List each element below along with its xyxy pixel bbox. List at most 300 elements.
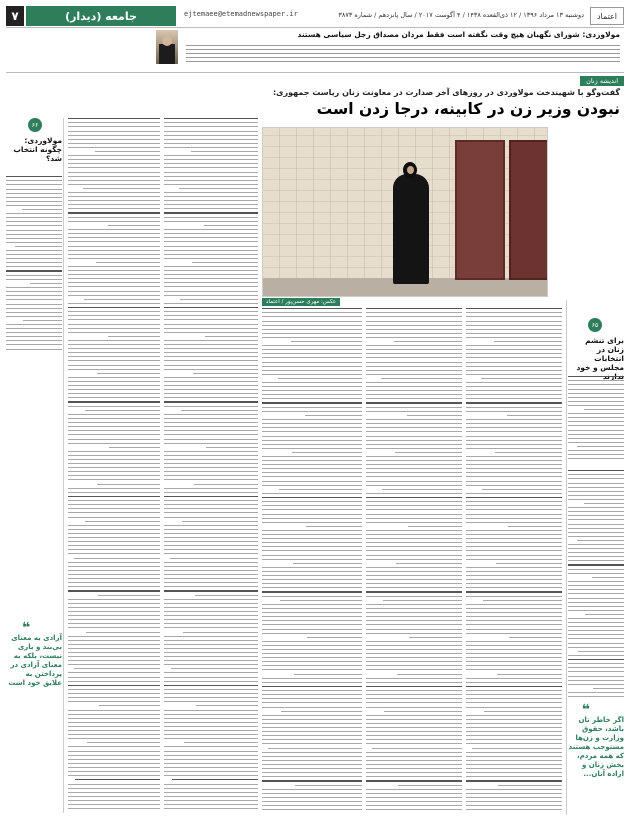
text-line (262, 624, 362, 625)
text-line (262, 522, 362, 523)
text-line (164, 808, 258, 809)
text-line (466, 329, 562, 330)
text-line (179, 188, 258, 189)
text-line (68, 311, 160, 312)
text-line (68, 537, 160, 538)
section-label: جامعه (دیدار) (26, 6, 176, 26)
text-line (466, 518, 562, 519)
text-line (466, 362, 562, 363)
text-line (466, 690, 562, 691)
text-line (366, 325, 462, 326)
text-line (68, 455, 160, 456)
text-line (6, 176, 62, 177)
text-line (466, 555, 562, 556)
text-line (494, 341, 562, 342)
text-line (381, 378, 462, 379)
text-line (568, 474, 624, 475)
text-line (68, 192, 160, 193)
door (509, 140, 548, 280)
text-line (398, 785, 462, 786)
text-line (99, 705, 160, 706)
text-line (568, 405, 624, 406)
text-line (68, 451, 160, 452)
text-line (262, 661, 362, 662)
text-line (366, 797, 462, 798)
text-line (6, 279, 62, 280)
text-line (366, 641, 462, 642)
text-line (164, 479, 258, 480)
text-line (466, 497, 562, 498)
text-line (6, 225, 62, 226)
text-line (291, 341, 362, 342)
text-line (164, 500, 258, 501)
text-line (164, 159, 258, 160)
text-line (466, 604, 562, 605)
text-line (366, 752, 462, 753)
text-line (164, 172, 258, 173)
text-line (68, 767, 160, 768)
text-line (68, 303, 160, 304)
text-line (68, 381, 160, 382)
text-line (568, 536, 624, 537)
text-line (366, 698, 462, 699)
text-line (68, 430, 160, 431)
text-line (68, 775, 160, 776)
text-line (366, 481, 462, 482)
text-line (68, 155, 160, 156)
text-line (466, 345, 562, 346)
text-line (68, 603, 160, 604)
text-line (366, 555, 462, 556)
text-line (87, 742, 160, 743)
text-line (568, 622, 624, 623)
text-line (164, 681, 258, 682)
text-line (164, 755, 258, 756)
text-line (568, 397, 624, 398)
text-line (164, 352, 258, 353)
text-line (466, 390, 562, 391)
text-line (68, 685, 160, 686)
text-line (68, 389, 160, 390)
text-line (262, 768, 362, 769)
text-line (164, 533, 258, 534)
text-line (68, 562, 160, 563)
text-line (568, 598, 624, 599)
text-line (466, 460, 562, 461)
text-line (6, 254, 62, 255)
text-line (6, 328, 62, 329)
text-line (568, 680, 624, 681)
text-line (262, 789, 362, 790)
text-line (262, 427, 362, 428)
text-line (568, 589, 624, 590)
text-line (68, 246, 160, 247)
text-line (366, 608, 462, 609)
text-line (568, 380, 624, 381)
text-line (68, 319, 160, 320)
text-line (568, 491, 624, 492)
text-line (466, 764, 562, 765)
text-line (164, 488, 258, 489)
text-line (262, 382, 362, 383)
text-line (466, 591, 562, 592)
text-line (262, 604, 362, 605)
text-line (366, 571, 462, 572)
text-line (466, 665, 562, 666)
text-line (68, 471, 160, 472)
text-line (68, 365, 160, 366)
text-line (195, 595, 258, 596)
text-line (466, 731, 562, 732)
text-line (407, 415, 462, 416)
text-line (164, 241, 258, 242)
text-line (262, 333, 362, 334)
text-line (466, 448, 562, 449)
text-line (262, 633, 362, 634)
text-line (23, 320, 62, 321)
text-line (262, 735, 362, 736)
text-line (68, 328, 160, 329)
text-line (366, 789, 462, 790)
text-line (164, 504, 258, 505)
text-line (6, 230, 62, 231)
text-line (164, 751, 258, 752)
text-line (262, 402, 362, 403)
text-line (366, 436, 462, 437)
text-line (568, 626, 624, 627)
text-line (262, 715, 362, 716)
text-line (466, 702, 562, 703)
text-line (191, 151, 258, 152)
text-line (6, 336, 62, 337)
text-line (366, 591, 462, 592)
text-line (68, 434, 160, 435)
text-line (466, 366, 562, 367)
text-line (262, 567, 362, 568)
text-line (466, 398, 562, 399)
article-headline: نبودن وزیر زن در کابینه، درجا زدن است (316, 100, 620, 118)
text-line (366, 382, 462, 383)
text-line (164, 722, 258, 723)
text-line (466, 809, 562, 810)
column-rule (63, 118, 64, 813)
quote-mark-icon: ❝ (22, 620, 31, 636)
text-line (164, 792, 258, 793)
text-line (68, 677, 160, 678)
text-line (366, 546, 462, 547)
text-line (466, 394, 562, 395)
portrait-figure (393, 158, 429, 284)
text-line (466, 522, 562, 523)
text-line (164, 590, 258, 591)
text-line (568, 671, 624, 672)
text-line (164, 315, 258, 316)
text-line (466, 333, 562, 334)
text-line (262, 649, 362, 650)
text-line (164, 126, 258, 127)
text-line (466, 374, 562, 375)
text-line (568, 401, 624, 402)
text-line (366, 440, 462, 441)
text-line (262, 801, 362, 802)
text-line (395, 452, 462, 453)
text-line (68, 385, 160, 386)
text-line (68, 180, 160, 181)
text-line (262, 337, 362, 338)
text-line (568, 384, 624, 385)
text-line (262, 764, 362, 765)
text-line (497, 674, 562, 675)
text-line (68, 582, 160, 583)
text-line (68, 356, 160, 357)
text-line (366, 472, 462, 473)
text-line (164, 246, 258, 247)
text-line (164, 718, 258, 719)
text-line (466, 743, 562, 744)
text-line (578, 651, 624, 652)
text-line (482, 489, 562, 490)
text-line (68, 250, 160, 251)
text-line (262, 669, 362, 670)
text-line (6, 299, 62, 300)
pull-quote: آزادی به معنای بی‌بند و باری نیست، بلکه به معنای آزادی در پرداختن به علایق خود است (8, 634, 62, 687)
text-line (568, 552, 624, 553)
text-line (466, 760, 562, 761)
text-line (568, 581, 624, 582)
text-line (68, 360, 160, 361)
text-line (466, 325, 562, 326)
text-line (366, 456, 462, 457)
text-line (262, 665, 362, 666)
text-line (164, 804, 258, 805)
text-line (466, 629, 562, 630)
top-story (6, 30, 624, 70)
text-line (466, 464, 562, 465)
text-line (164, 611, 258, 612)
text-line (164, 233, 258, 234)
text-line (568, 655, 624, 656)
text-line (262, 501, 362, 502)
text-line (568, 499, 624, 500)
text-line (366, 398, 462, 399)
section-tag: اندیشه زنان (580, 76, 624, 86)
text-line (6, 344, 62, 345)
top-story-body (186, 42, 620, 68)
text-line (262, 809, 362, 810)
text-line (164, 356, 258, 357)
text-line (262, 431, 362, 432)
text-line (466, 444, 562, 445)
text-line (466, 686, 562, 687)
photo-credit: عکس: مهری حسن‌پور / اعتماد (262, 298, 340, 306)
text-line (466, 608, 562, 609)
text-line (164, 295, 258, 296)
text-line (68, 393, 160, 394)
text-line (164, 266, 258, 267)
text-line (6, 332, 62, 333)
text-line (466, 735, 562, 736)
text-line (6, 184, 62, 185)
text-line (366, 362, 462, 363)
text-line (366, 715, 462, 716)
text-line (366, 579, 462, 580)
text-line (164, 348, 258, 349)
text-line (184, 742, 258, 743)
text-line (366, 780, 462, 781)
text-line (164, 369, 258, 370)
text-line (568, 528, 624, 529)
text-line (366, 702, 462, 703)
text-line (366, 337, 462, 338)
text-line (262, 316, 362, 317)
text-line (262, 436, 362, 437)
text-line (164, 701, 258, 702)
text-line (262, 386, 362, 387)
text-line (366, 620, 462, 621)
text-line (68, 348, 160, 349)
text-line (262, 448, 362, 449)
text-line (95, 151, 160, 152)
text-line (68, 131, 160, 132)
text-line (366, 731, 462, 732)
text-line (568, 483, 624, 484)
text-line (68, 159, 160, 160)
text-line (262, 362, 362, 363)
text-line (262, 357, 362, 358)
text-line (262, 620, 362, 621)
text-line (164, 192, 258, 193)
text-line (568, 478, 624, 479)
text-line (6, 270, 62, 271)
sidebar-badge: ۶۵ (588, 318, 602, 332)
text-line (262, 321, 362, 322)
text-line (366, 657, 462, 658)
text-line (164, 512, 258, 513)
text-line (6, 295, 62, 296)
text-line (6, 349, 62, 350)
text-line (366, 514, 462, 515)
text-line (466, 534, 562, 535)
text-line (262, 575, 362, 576)
text-line (466, 707, 562, 708)
text-line (366, 308, 462, 309)
text-line (164, 385, 258, 386)
text-line (568, 610, 624, 611)
text-line (262, 739, 362, 740)
text-line (592, 577, 624, 578)
text-line (68, 755, 160, 756)
text-line (164, 237, 258, 238)
text-line (74, 558, 160, 559)
text-line (366, 723, 462, 724)
sidebar-text (6, 176, 62, 356)
text-line (164, 389, 258, 390)
text-line (366, 809, 462, 810)
text-line (68, 586, 160, 587)
text-line (262, 407, 362, 408)
text-line (164, 570, 258, 571)
text-line (466, 583, 562, 584)
text-line (366, 497, 462, 498)
text-line (6, 250, 62, 251)
text-line (6, 291, 62, 292)
text-line (164, 254, 258, 255)
text-line (366, 587, 462, 588)
text-line (68, 734, 160, 735)
text-line (68, 475, 160, 476)
text-line (366, 444, 462, 445)
text-line (568, 663, 624, 664)
text-line (466, 780, 562, 781)
text-line (68, 208, 160, 209)
text-line (85, 410, 160, 411)
text-line (262, 419, 362, 420)
text-line (68, 525, 160, 526)
text-line (68, 689, 160, 690)
text-line (262, 308, 362, 309)
text-line (262, 546, 362, 547)
text-line (164, 746, 258, 747)
text-line (262, 440, 362, 441)
text-line (568, 458, 624, 459)
text-line (466, 481, 562, 482)
text-line (68, 751, 160, 752)
text-line (262, 534, 362, 535)
text-line (68, 730, 160, 731)
text-line (466, 485, 562, 486)
text-line (68, 443, 160, 444)
text-line (466, 620, 562, 621)
text-line (306, 526, 362, 527)
text-line (568, 487, 624, 488)
text-line (466, 698, 562, 699)
text-line (164, 422, 258, 423)
text-line (279, 489, 362, 490)
text-line (466, 370, 562, 371)
text-line (68, 796, 160, 797)
text-line (68, 693, 160, 694)
text-line (68, 792, 160, 793)
text-line (164, 619, 258, 620)
text-line (164, 463, 258, 464)
text-line (366, 345, 462, 346)
text-line (366, 333, 462, 334)
text-column (466, 308, 562, 813)
text-line (466, 805, 562, 806)
text-line (262, 329, 362, 330)
text-line (68, 143, 160, 144)
text-line (366, 321, 462, 322)
text-line (366, 550, 462, 551)
text-line (6, 189, 62, 190)
text-line (68, 184, 160, 185)
text-line (164, 627, 258, 628)
text-line (206, 447, 258, 448)
text-line (262, 493, 362, 494)
article-kicker: گفت‌وگو با شهیندخت مولاوردی در روزهای آخر صدارت در معاونت زنان ریاست جمهوری: (272, 88, 620, 97)
text-line (262, 698, 362, 699)
text-line (164, 529, 258, 530)
text-line (68, 167, 160, 168)
text-line (68, 738, 160, 739)
text-line (182, 521, 258, 522)
text-line (466, 411, 562, 412)
text-line (466, 612, 562, 613)
text-line (68, 590, 160, 591)
text-line (466, 669, 562, 670)
text-line (68, 426, 160, 427)
text-line (466, 756, 562, 757)
